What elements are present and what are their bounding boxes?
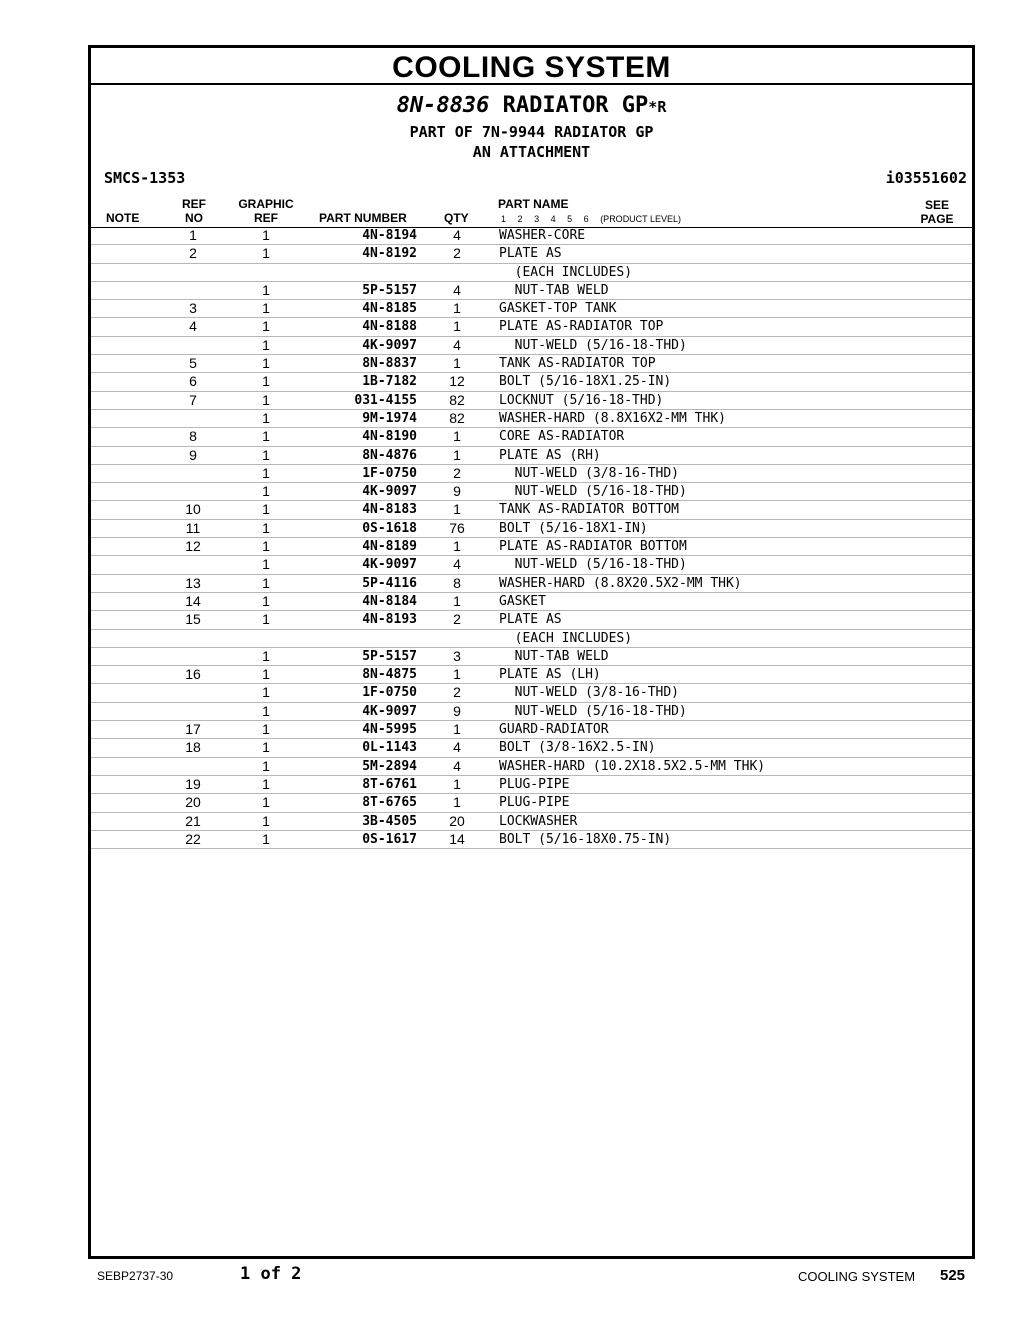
qty-cell: 20 <box>449 812 465 829</box>
part-number-cell: 4K-9097 <box>362 484 417 500</box>
part-name-cell: (EACH INCLUDES) <box>499 630 633 646</box>
part-name-cell: PLATE AS (RH) <box>499 447 601 463</box>
graphic-ref-cell: 1 <box>262 647 270 664</box>
qty-cell: 12 <box>449 373 465 390</box>
header-graphic-ref-line2: REF <box>254 211 278 225</box>
footer-section-name: COOLING SYSTEM <box>798 1269 916 1284</box>
table-row <box>91 392 972 410</box>
part-name-cell: NUT-WELD (3/8-16-THD) <box>499 685 680 701</box>
graphic-ref-cell: 1 <box>262 391 270 408</box>
graphic-ref-cell: 1 <box>262 428 270 445</box>
table-row <box>91 776 972 794</box>
part-number-cell: 5P-4116 <box>362 575 417 591</box>
ref-no-cell: 14 <box>185 592 201 609</box>
graphic-ref-cell: 1 <box>262 446 270 463</box>
qty-cell: 1 <box>453 794 461 811</box>
part-name-cell: (EACH INCLUDES) <box>499 264 633 280</box>
graphic-ref-cell: 1 <box>262 611 270 628</box>
section-title-bar <box>91 48 972 85</box>
part-number-cell: 4N-8183 <box>362 502 417 518</box>
group-header <box>91 85 972 193</box>
ref-no-cell: 13 <box>185 574 201 591</box>
qty-cell: 1 <box>453 666 461 683</box>
qty-cell: 4 <box>453 556 461 573</box>
table-row <box>91 593 972 611</box>
ref-no-cell: 7 <box>189 391 197 408</box>
ref-no-cell: 6 <box>189 373 197 390</box>
table-row <box>91 794 972 812</box>
qty-cell: 1 <box>453 355 461 372</box>
table-row <box>91 648 972 666</box>
qty-cell: 4 <box>453 336 461 353</box>
part-name-cell: PLUG-PIPE <box>499 795 570 811</box>
part-name-cell: NUT-TAB WELD <box>499 648 609 664</box>
part-name-cell: TANK AS-RADIATOR BOTTOM <box>499 502 680 518</box>
ref-no-cell: 17 <box>185 721 201 738</box>
graphic-ref-cell: 1 <box>262 336 270 353</box>
table-row <box>91 227 972 245</box>
header-part-number: PART NUMBER <box>319 211 407 225</box>
part-number-cell: 8T-6765 <box>362 795 417 811</box>
ref-no-cell: 11 <box>185 519 201 536</box>
ref-no-cell: 4 <box>189 318 197 335</box>
header-see-page-line2: PAGE <box>920 212 954 226</box>
qty-cell: 9 <box>453 702 461 719</box>
qty-cell: 4 <box>453 281 461 298</box>
ref-no-cell: 22 <box>185 830 201 847</box>
part-name-cell: NUT-WELD (5/16-18-THD) <box>499 557 687 573</box>
qty-cell: 82 <box>449 391 465 408</box>
table-row <box>91 758 972 776</box>
part-number-cell: 5M-2894 <box>362 758 417 774</box>
ref-no-cell: 21 <box>185 812 201 829</box>
graphic-ref-cell: 1 <box>262 519 270 536</box>
product-level-6: 6 <box>583 214 589 224</box>
table-row <box>91 666 972 684</box>
part-number-cell: 4N-8185 <box>362 301 417 317</box>
group-name: RADIATOR GP <box>502 93 649 118</box>
part-number-cell: 5P-5157 <box>362 648 417 664</box>
graphic-ref-cell: 1 <box>262 245 270 262</box>
part-number-cell: 4N-8194 <box>362 228 417 243</box>
illustration-id: i03551602 <box>885 169 967 187</box>
parts-page-frame <box>88 45 975 1259</box>
qty-cell: 76 <box>449 519 465 536</box>
part-name-cell: PLATE AS <box>499 246 562 262</box>
part-name-cell: BOLT (5/16-18X1-IN) <box>499 520 648 536</box>
header-graphic-ref <box>231 197 301 225</box>
group-part-of: PART OF 7N-9944 RADIATOR GP <box>409 123 654 141</box>
part-name-cell: BOLT (3/8-16X2.5-IN) <box>499 740 656 756</box>
graphic-ref-cell: 1 <box>262 538 270 555</box>
header-ref-no-line1: REF <box>182 197 206 211</box>
table-row <box>91 264 972 282</box>
graphic-ref-cell: 1 <box>262 702 270 719</box>
part-name-cell: GASKET-TOP TANK <box>499 301 617 317</box>
qty-cell: 1 <box>453 501 461 518</box>
part-number-cell: 4N-8184 <box>362 593 417 609</box>
part-name-cell: GUARD-RADIATOR <box>499 722 609 738</box>
ref-no-cell: 10 <box>185 501 201 518</box>
part-name-cell: LOCKNUT (5/16-18-THD) <box>499 392 664 408</box>
part-number-cell: 8N-4876 <box>362 447 417 463</box>
qty-cell: 2 <box>453 611 461 628</box>
part-number-cell: 4K-9097 <box>362 703 417 719</box>
qty-cell: 4 <box>453 739 461 756</box>
part-name-cell: NUT-TAB WELD <box>499 282 609 298</box>
qty-cell: 1 <box>453 538 461 555</box>
footer-document-id: SEBP2737-30 <box>97 1269 174 1283</box>
table-row <box>91 520 972 538</box>
graphic-ref-cell: 1 <box>262 483 270 500</box>
part-name-cell: PLATE AS (LH) <box>499 667 601 683</box>
part-name-cell: WASHER-HARD (8.8X20.5X2-MM THK) <box>499 575 742 591</box>
part-number-cell: 031-4155 <box>354 392 417 408</box>
graphic-ref-cell: 1 <box>262 684 270 701</box>
qty-cell: 14 <box>449 830 465 847</box>
footer-page-number: 525 <box>940 1267 966 1284</box>
graphic-ref-cell: 1 <box>262 464 270 481</box>
footer-page-of: 1 of 2 <box>240 1264 302 1284</box>
qty-cell: 8 <box>453 574 461 591</box>
table-row <box>91 373 972 391</box>
part-name-cell: NUT-WELD (5/16-18-THD) <box>499 337 687 353</box>
group-suffix: *R <box>648 98 667 116</box>
part-name-cell: PLUG-PIPE <box>499 776 570 792</box>
part-name-cell: PLATE AS-RADIATOR TOP <box>499 319 664 335</box>
header-part-name: PART NAME <box>498 197 569 211</box>
graphic-ref-cell: 1 <box>262 227 270 243</box>
header-graphic-ref-line1: GRAPHIC <box>238 197 294 211</box>
qty-cell: 4 <box>453 227 461 243</box>
header-see-page-line1: SEE <box>924 198 949 212</box>
table-row <box>91 831 972 849</box>
ref-no-cell: 5 <box>189 355 197 372</box>
qty-cell: 2 <box>453 684 461 701</box>
part-number-cell: 4N-8189 <box>362 539 417 555</box>
ref-no-cell: 1 <box>189 227 197 243</box>
part-name-cell: WASHER-HARD (8.8X16X2-MM THK) <box>499 410 726 426</box>
table-row <box>91 245 972 263</box>
table-row <box>91 318 972 336</box>
graphic-ref-cell: 1 <box>262 281 270 298</box>
graphic-ref-cell: 1 <box>262 501 270 518</box>
part-number-cell: 1B-7182 <box>362 374 417 390</box>
product-level-5: 5 <box>567 214 573 224</box>
graphic-ref-cell: 1 <box>262 574 270 591</box>
ref-no-cell: 19 <box>185 775 201 792</box>
table-row <box>91 739 972 757</box>
part-number-cell: 3B-4505 <box>362 813 417 829</box>
header-product-levels <box>501 214 690 224</box>
part-name-cell: BOLT (5/16-18X1.25-IN) <box>499 374 672 390</box>
table-row <box>91 447 972 465</box>
qty-cell: 3 <box>453 647 461 664</box>
part-number-cell: 0S-1617 <box>362 831 417 847</box>
table-row <box>91 465 972 483</box>
part-name-cell: WASHER-HARD (10.2X18.5X2.5-MM THK) <box>499 758 766 774</box>
qty-cell: 1 <box>453 300 461 317</box>
part-number-cell: 9M-1974 <box>362 410 417 426</box>
part-number-cell: 4K-9097 <box>362 557 417 573</box>
part-number-cell: 1F-0750 <box>362 685 417 701</box>
header-see-page <box>917 198 957 226</box>
table-row <box>91 355 972 373</box>
graphic-ref-cell: 1 <box>262 355 270 372</box>
part-name-cell: PLATE AS <box>499 612 562 628</box>
table-row <box>91 337 972 355</box>
graphic-ref-cell: 1 <box>262 830 270 847</box>
ref-no-cell: 12 <box>185 538 201 555</box>
qty-cell: 1 <box>453 428 461 445</box>
part-name-cell: NUT-WELD (5/16-18-THD) <box>499 703 687 719</box>
part-number-cell: 8N-4875 <box>362 667 417 683</box>
graphic-ref-cell: 1 <box>262 812 270 829</box>
table-row <box>91 501 972 519</box>
group-category: AN ATTACHMENT <box>472 143 591 161</box>
table-row <box>91 428 972 446</box>
qty-cell: 1 <box>453 446 461 463</box>
part-name-cell: GASKET <box>499 593 546 609</box>
table-row <box>91 813 972 831</box>
table-row <box>91 483 972 501</box>
part-name-cell: BOLT (5/16-18X0.75-IN) <box>499 831 672 847</box>
table-row <box>91 575 972 593</box>
group-title <box>91 93 972 118</box>
table-row <box>91 611 972 629</box>
graphic-ref-cell: 1 <box>262 373 270 390</box>
graphic-ref-cell: 1 <box>262 757 270 774</box>
table-row <box>91 300 972 318</box>
table-row <box>91 703 972 721</box>
smcs-code: SMCS-1353 <box>104 169 186 187</box>
product-level-2: 2 <box>517 214 523 224</box>
header-ref-no <box>175 197 213 225</box>
header-qty: QTY <box>444 211 469 225</box>
part-number-cell: 4N-8193 <box>362 612 417 628</box>
product-level-label: (PRODUCT LEVEL) <box>600 214 682 224</box>
ref-no-cell: 9 <box>189 446 197 463</box>
qty-cell: 2 <box>453 245 461 262</box>
qty-cell: 1 <box>453 592 461 609</box>
graphic-ref-cell: 1 <box>262 794 270 811</box>
part-number-cell: 4K-9097 <box>362 337 417 353</box>
qty-cell: 4 <box>453 757 461 774</box>
graphic-ref-cell: 1 <box>262 409 270 426</box>
part-number-cell: 0S-1618 <box>362 520 417 536</box>
qty-cell: 9 <box>453 483 461 500</box>
table-row <box>91 556 972 574</box>
graphic-ref-cell: 1 <box>262 666 270 683</box>
table-row <box>91 684 972 702</box>
part-number-cell: 8T-6761 <box>362 776 417 792</box>
ref-no-cell: 20 <box>185 794 201 811</box>
table-row <box>91 721 972 739</box>
qty-cell: 2 <box>453 464 461 481</box>
graphic-ref-cell: 1 <box>262 721 270 738</box>
part-name-cell: NUT-WELD (3/8-16-THD) <box>499 465 680 481</box>
table-row <box>91 410 972 428</box>
part-number-cell: 5P-5157 <box>362 282 417 298</box>
product-level-1: 1 <box>501 214 507 224</box>
header-note: NOTE <box>106 211 140 225</box>
column-headers <box>91 193 972 228</box>
parts-list <box>91 227 972 849</box>
graphic-ref-cell: 1 <box>262 739 270 756</box>
part-number-cell: 4N-8192 <box>362 246 417 262</box>
part-number-cell: 8N-8837 <box>362 356 417 372</box>
product-level-3: 3 <box>534 214 540 224</box>
graphic-ref-cell: 1 <box>262 556 270 573</box>
qty-cell: 1 <box>453 318 461 335</box>
graphic-ref-cell: 1 <box>262 300 270 317</box>
section-title: COOLING SYSTEM <box>392 51 671 84</box>
table-row <box>91 630 972 648</box>
graphic-ref-cell: 1 <box>262 775 270 792</box>
part-number-cell: 1F-0750 <box>362 465 417 481</box>
table-row <box>91 282 972 300</box>
ref-no-cell: 8 <box>189 428 197 445</box>
ref-no-cell: 3 <box>189 300 197 317</box>
graphic-ref-cell: 1 <box>262 318 270 335</box>
part-name-cell: CORE AS-RADIATOR <box>499 429 625 445</box>
table-row <box>91 538 972 556</box>
part-name-cell: WASHER-CORE <box>499 228 586 243</box>
product-level-4: 4 <box>550 214 556 224</box>
ref-no-cell: 15 <box>185 611 201 628</box>
ref-no-cell: 2 <box>189 245 197 262</box>
part-name-cell: NUT-WELD (5/16-18-THD) <box>499 484 687 500</box>
ref-no-cell: 16 <box>185 666 201 683</box>
part-number-cell: 4N-5995 <box>362 722 417 738</box>
part-name-cell: PLATE AS-RADIATOR BOTTOM <box>499 539 687 555</box>
group-part-number: 8N-8836 <box>396 93 490 118</box>
part-name-cell: TANK AS-RADIATOR TOP <box>499 356 656 372</box>
part-number-cell: 4N-8190 <box>362 429 417 445</box>
qty-cell: 1 <box>453 721 461 738</box>
header-ref-no-line2: NO <box>185 211 203 225</box>
part-name-cell: LOCKWASHER <box>499 813 578 829</box>
qty-cell: 1 <box>453 775 461 792</box>
part-number-cell: 4N-8188 <box>362 319 417 335</box>
qty-cell: 82 <box>449 409 465 426</box>
graphic-ref-cell: 1 <box>262 592 270 609</box>
part-number-cell: 0L-1143 <box>362 740 417 756</box>
ref-no-cell: 18 <box>185 739 201 756</box>
